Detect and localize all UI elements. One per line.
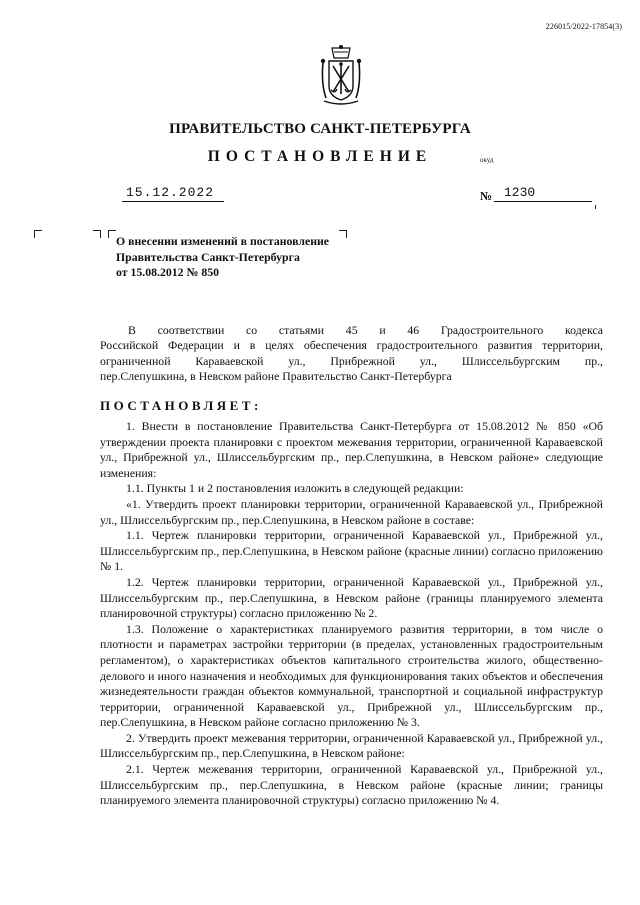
preamble-line: ограниченной Караваевской ул., Прибрежной ул., Шлиссельбургским пр., (100, 353, 603, 368)
corner-mark-subject-left (108, 230, 116, 238)
preamble-line: Российской Федерации и в целях обеспечения градостроительного развития территории, (100, 338, 603, 353)
subject-line: Правительства Санкт-Петербурга (116, 249, 300, 264)
preamble-line: В соответствии со статьями 45 и 46 Градостроительного кодекса (128, 323, 603, 337)
decree-paragraph: 1.1. Пункты 1 и 2 постановления изложить в следующей редакции: (126, 481, 464, 496)
decree-paragraph: 1.3. Положение о характеристиках планируемого развития территории, в том числе о плотности и параметрах застройки территории (в пределах, установленных градостроительным регламентом), о характеристиках объектов капитального строительства жилого, общественно-делового и иного назначения и необходимых для функционирования таких объектов и обеспечения жизнедеятельности граждан объектов коммунальной, транспортной и социальной инфраструктур территории, ограниченной Караваевской ул., Прибрежной ул., Шлиссельбургским пр., пер.Слепушкина, в Невском районе согласно приложению № 3. (100, 621, 603, 730)
resolves-heading: ПОСТАНОВЛЯЕТ: (100, 398, 262, 413)
saint-petersburg-coat-of-arms-icon (318, 44, 364, 108)
decree-paragraph: 1.1. Чертеж планировки территории, ограниченной Караваевской ул., Прибрежной ул., Шлиссельбургским пр., пер.Слепушкина, в Невском районе (красные линии) согласно приложению № 1. (100, 528, 603, 574)
decree-paragraph: 1. Внести в постановление Правительства Санкт-Петербурга от 15.08.2012 № 850 «Об утверждении проекта планировки с проектом межевания территории, ограниченной Караваевской ул., Прибрежной ул., Шлиссельбургским пр., пер.Слепушкина, в Невском районе» следующие изменения: (100, 419, 603, 480)
preamble-line: пер.Слепушкина, в Невском районе Правительство Санкт-Петербурга (100, 369, 452, 384)
decree-paragraph: 2.1. Чертеж межевания территории, ограниченной Караваевской ул., Прибрежной ул., Шлиссельбургским пр., пер.Слепушкина, в Невском районе (красные линии; границы планируемого элемента планировочной структуры) согласно приложению № 4. (100, 762, 603, 808)
document-registration-number: 226015/2022-17854(3) (545, 22, 622, 31)
document-type-heading (0, 148, 640, 166)
decree-paragraph: «1. Утвердить проект планировки территории, ограниченной Караваевской ул., Прибрежной ул., Шлиссельбургским пр., пер.Слепушкина, в Невском районе в составе: (100, 496, 603, 527)
government-title: ПРАВИТЕЛЬСТВО САНКТ-ПЕТЕРБУРГА (169, 121, 471, 137)
decree-body (100, 419, 603, 809)
subject-line: от 15.08.2012 № 850 (116, 265, 220, 279)
decree-subject (116, 234, 329, 281)
corner-mark-left (34, 230, 42, 238)
margin-tick (595, 205, 596, 209)
document-number: 1230 (494, 185, 592, 202)
corner-mark-subject-right (339, 230, 347, 238)
subject-line: О внесении изменений в постановление (116, 234, 330, 248)
number-label: № (480, 189, 493, 203)
document-date: 15.12.2022 (122, 185, 224, 202)
corner-mark-middle (93, 230, 101, 238)
decree-paragraph: 2. Утвердить проект межевания территории, ограниченной Караваевской ул., Прибрежной ул., Шлиссельбургским пр., пер.Слепушкина, в Невском районе: (100, 730, 603, 761)
preamble (100, 323, 603, 385)
document-type: ПОСТАНОВЛЕНИЕ (207, 148, 433, 165)
okud-mark: окуд (480, 156, 494, 164)
decree-paragraph: 1.2. Чертеж планировки территории, ограниченной Караваевской ул., Прибрежной ул., Шлиссельбургским пр., пер.Слепушкина, в Невском районе (границы планируемого элемента планировочной структуры) согласно приложению № 2. (100, 574, 603, 621)
